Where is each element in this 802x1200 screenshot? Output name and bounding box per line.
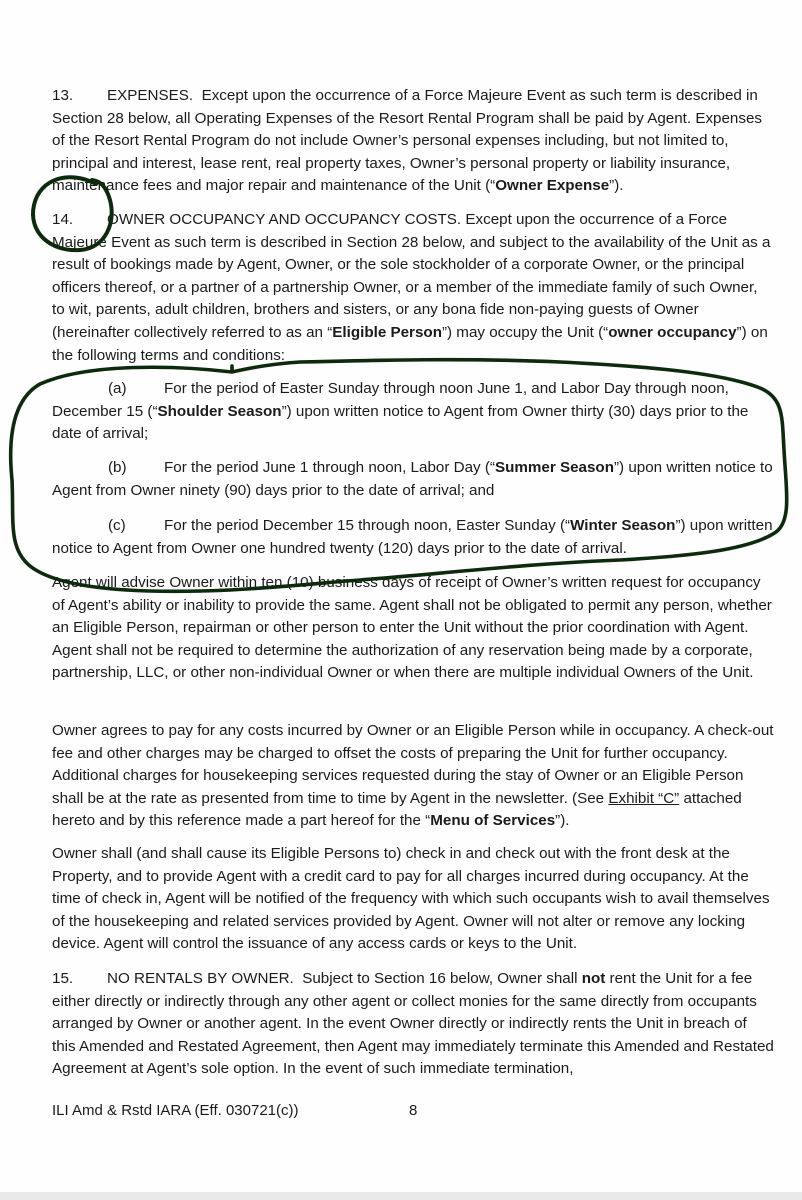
subsection-a — [52, 378, 774, 446]
section-15-paragraph — [52, 968, 774, 1081]
section-body: ”) may occupy the Unit (“ — [441, 323, 609, 341]
footer-page-number: 8 — [409, 1102, 418, 1119]
subsection-text: For the period December 15 through noon, Easter Sunday (“ — [164, 517, 571, 534]
section-tail: ”). — [609, 177, 624, 195]
defined-term: Winter Season — [570, 517, 676, 534]
paragraph-text: Owner agrees to pay for any costs incurred by Owner or an Eligible Person while in occupancy. A check-out fee and other charges may be charged to offset the costs of preparing the Unit for further occupancy. Additional charges for housekeeping services requested during the stay of Owner or an Eligible Person shall be at the rate as presented from time to time by Agent in the newsletter. (See — [52, 722, 774, 807]
section-body: Except upon the occurrence of a Force Majeure Event as such term is described in Section 28 below, all Operating Expenses of the Resort Rental Program shall be paid by Agent. Expenses of the Resort Rental Program do not include Owner’s personal expenses including, but not limited to, principal and interest, lease rent, real property taxes, Owner’s personal property or liability insurance, maintenance fees and major repair and maintenance of the Unit (“ — [52, 87, 763, 195]
section-14-paragraph — [52, 209, 774, 367]
checkin-paragraph — [52, 843, 774, 956]
subsection-b — [52, 457, 774, 502]
subsection-label: (c) — [108, 517, 126, 534]
paragraph-text: attached hereto and by this reference made a part hereof for the “ — [52, 789, 742, 830]
defined-term: owner occupancy — [608, 323, 737, 341]
subsection-text: ”) upon written notice to Agent from Owner one hundred twenty (120) days prior to the date of arrival. — [52, 517, 773, 557]
costs-paragraph — [52, 720, 774, 833]
section-number: 13. — [52, 87, 74, 104]
paragraph-text: ”). — [555, 812, 570, 830]
defined-term: Summer Season — [494, 459, 614, 476]
defined-term: Owner Expense — [495, 177, 610, 195]
section-heading: NO RENTALS BY OWNER. — [107, 970, 294, 987]
advise-paragraph — [52, 572, 774, 685]
section-heading: OWNER OCCUPANCY AND OCCUPANCY COSTS. — [107, 211, 462, 228]
paragraph-text: Owner shall (and shall cause its Eligible Persons to) check in and check out with the front desk at the Property, and to provide Agent with a credit card to pay for all charges incurred during occupancy. At the time of check in, Agent will be notified of the frequency with which such occupants wish to avail themselves of the housekeeping and related services provided by Agent. Owner will not alter or remove any locking device. Agent will control the issuance of any access cards or keys to the Unit. — [52, 845, 770, 953]
subsection-text: ”) upon written notice to Agent from Owner thirty (30) days prior to the date of arrival; — [52, 402, 749, 443]
section-body: ”) on the following terms and conditions: — [52, 323, 768, 364]
section-heading: EXPENSES. — [107, 87, 194, 104]
footer-document-id: ILI Amd & Rstd IARA (Eff. 030721(c)) — [52, 1102, 299, 1119]
subsection-text: ”) upon written notice to Agent from Owner ninety (90) days prior to the date of arrival; and — [52, 459, 773, 499]
emphasis-not: not — [581, 970, 606, 987]
section-13-paragraph — [52, 85, 774, 198]
subsection-c — [52, 515, 774, 560]
subsection-label: (a) — [108, 380, 127, 397]
section-body: rent the Unit for a fee either directly or indirectly through any other agent or collect monies for the same directly from occupants arranged by Owner or another agent. In the event Owner directly or indirectly rents the Unit in breach of this Amended and Restated Agreement, then Agent may immediately terminate this Amended and Restated Agreement at Agent’s sole option. In the event of such immediate termination, — [52, 970, 774, 1078]
exhibit-c-reference: Exhibit “C” — [608, 789, 680, 807]
section-body: Subject to Section 16 below, Owner shall — [302, 970, 582, 987]
defined-term: Eligible Person — [332, 323, 442, 341]
subsection-text: For the period of Easter Sunday through noon June 1, and Labor Day through noon, December 15 (“ — [52, 380, 729, 420]
subsection-label: (b) — [108, 459, 127, 476]
section-number: 15. — [52, 970, 74, 987]
defined-term: Shoulder Season — [157, 402, 282, 420]
page-bottom-edge — [0, 1192, 802, 1200]
section-number: 14. — [52, 211, 74, 228]
paragraph-text: Agent will advise Owner within ten (10) business days of receipt of Owner’s written request for occupancy of Agent’s ability or inability to provide the same. Agent shall not be obligated to permit any person, whether an Eligible Person, repairman or other person to enter the Unit without the prior coordination with Agent. Agent shall not be required to determine the authorization of any reservation being made by a corporate, partnership, LLC, or other non-individual Owner or when there are multiple individual Owners of the Unit. — [52, 574, 772, 682]
defined-term: Menu of Services — [430, 812, 556, 830]
subsection-text: For the period June 1 through noon, Labor Day (“ — [164, 459, 495, 476]
section-body: Except upon the occurrence of a Force Majeure Event as such term is described in Section 28 below, and subject to the availability of the Unit as a result of bookings made by Agent, Owner, or the sole stockholder of a corporate Owner, or the principal officers thereof, or a partner of a partnership Owner, or a member of the immediate family of such Owner, to wit, parents, adult children, brothers and sisters, or any bona fide non-paying guests of Owner (hereinafter collectively referred to as an “ — [52, 211, 771, 341]
